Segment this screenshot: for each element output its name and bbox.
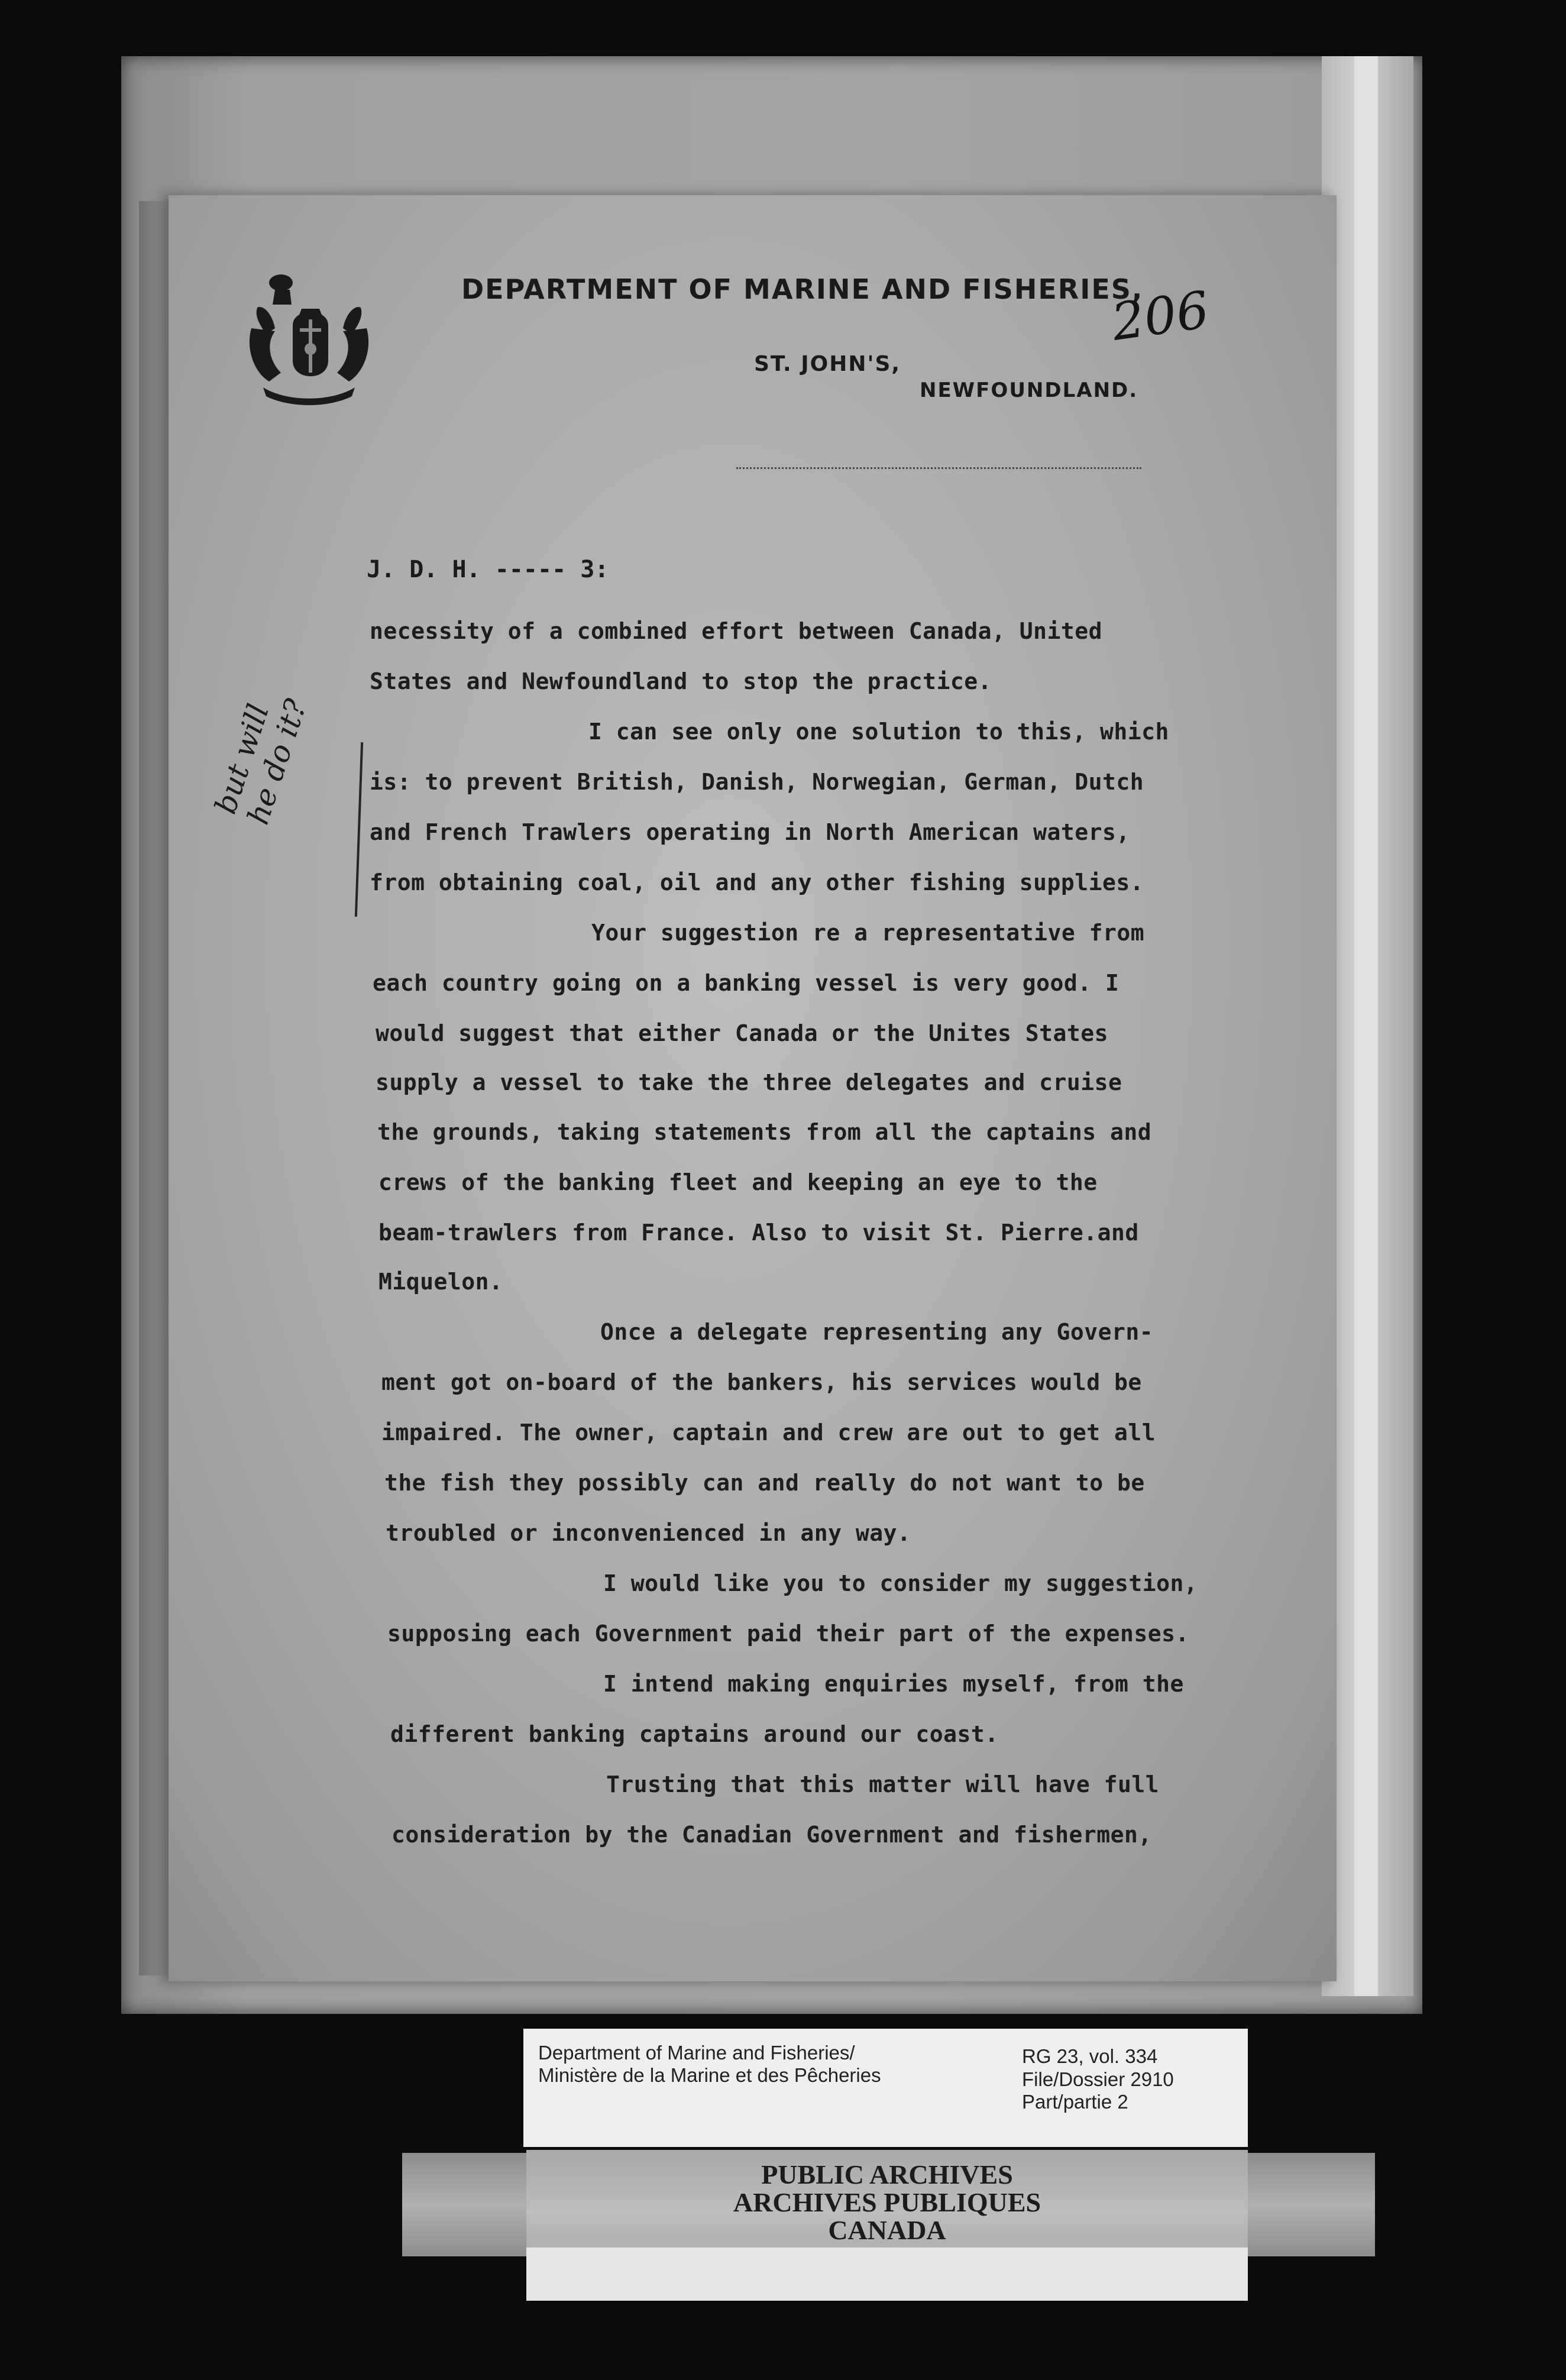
letter-body-line: crews of the banking fleet and keeping an eye to the: [378, 1169, 1098, 1195]
letter-body-line: I can see only one solution to this, which: [588, 719, 1169, 745]
letter-body-line: Once a delegate representing any Govern-: [600, 1319, 1154, 1345]
archive-label-file: File/Dossier 2910: [1022, 2068, 1174, 2090]
letter-body-line: Trusting that this matter will have full: [606, 1771, 1160, 1797]
province-line: NEWFOUNDLAND.: [920, 379, 1138, 402]
letter-body-line: the grounds, taking statements from all the captains and: [377, 1119, 1152, 1145]
archive-label-department-fr: Ministère de la Marine et des Pêcheries: [538, 2064, 881, 2086]
letter-body-line: beam-trawlers from France. Also to visit St. Pierre.and: [378, 1220, 1139, 1246]
letter-body-line: each country going on a banking vessel is very good. I: [373, 970, 1120, 996]
letter-body-line: Your suggestion re a representative from: [591, 920, 1145, 946]
letter-body-line: from obtaining coal, oil and any other fishing supplies.: [370, 869, 1144, 895]
letter-body-line: necessity of a combined effort between Canada, United: [370, 618, 1103, 644]
handwritten-page-number: 206: [1108, 280, 1213, 353]
letter-body-line: the fish they possibly can and really do not want to be: [384, 1470, 1145, 1496]
letter-body-line: is: to prevent British, Danish, Norwegian, German, Dutch: [370, 769, 1144, 795]
archive-label-record-group: RG 23, vol. 334: [1022, 2045, 1158, 2067]
date-rule: [736, 467, 1141, 469]
letter-body-line: States and Newfoundland to stop the practice.: [370, 668, 992, 694]
letter-body-line: supply a vessel to take the three delegates and cruise: [376, 1069, 1122, 1095]
coat-of-arms-icon: [234, 272, 384, 408]
letter-body-line: supposing each Government paid their part of the expenses.: [387, 1621, 1189, 1647]
archive-label-department-en: Department of Marine and Fisheries/: [538, 2042, 855, 2064]
letter-body-line: ment got on-board of the bankers, his services would be: [381, 1369, 1142, 1395]
archive-stamp-line-1: PUBLIC ARCHIVES: [761, 2159, 1013, 2190]
archive-stamp-base: [526, 2248, 1248, 2301]
letter-body-line: I would like you to consider my suggestion,: [603, 1570, 1198, 1596]
letter-body-line: consideration by the Canadian Government and fishermen,: [392, 1822, 1152, 1848]
letter-body-line: I intend making enquiries myself, from the: [603, 1671, 1184, 1697]
archive-stamp-line-2: ARCHIVES PUBLIQUES: [733, 2187, 1041, 2217]
letter-body-line: troubled or inconvenienced in any way.: [386, 1520, 911, 1546]
letter-body-line: would suggest that either Canada or the Unites States: [376, 1020, 1109, 1046]
letter-body-line: Miquelon.: [378, 1269, 503, 1295]
city-line: ST. JOHN'S,: [754, 352, 901, 376]
letter-body-line: different banking captains around our coast.: [390, 1721, 999, 1747]
department-title: DEPARTMENT OF MARINE AND FISHERIES,: [461, 273, 1144, 305]
reference-line: J. D. H. ----- 3:: [367, 556, 609, 583]
mount-edge-highlight: [1354, 56, 1378, 1996]
archive-label-part: Part/partie 2: [1022, 2091, 1128, 2113]
letter-body-line: and French Trawlers operating in North American waters,: [370, 819, 1130, 845]
letter-body-line: impaired. The owner, captain and crew are out to get all: [381, 1419, 1156, 1446]
handwritten-margin-note: but will he do it?: [208, 695, 313, 829]
archive-stamp-line-3: CANADA: [828, 2215, 946, 2245]
